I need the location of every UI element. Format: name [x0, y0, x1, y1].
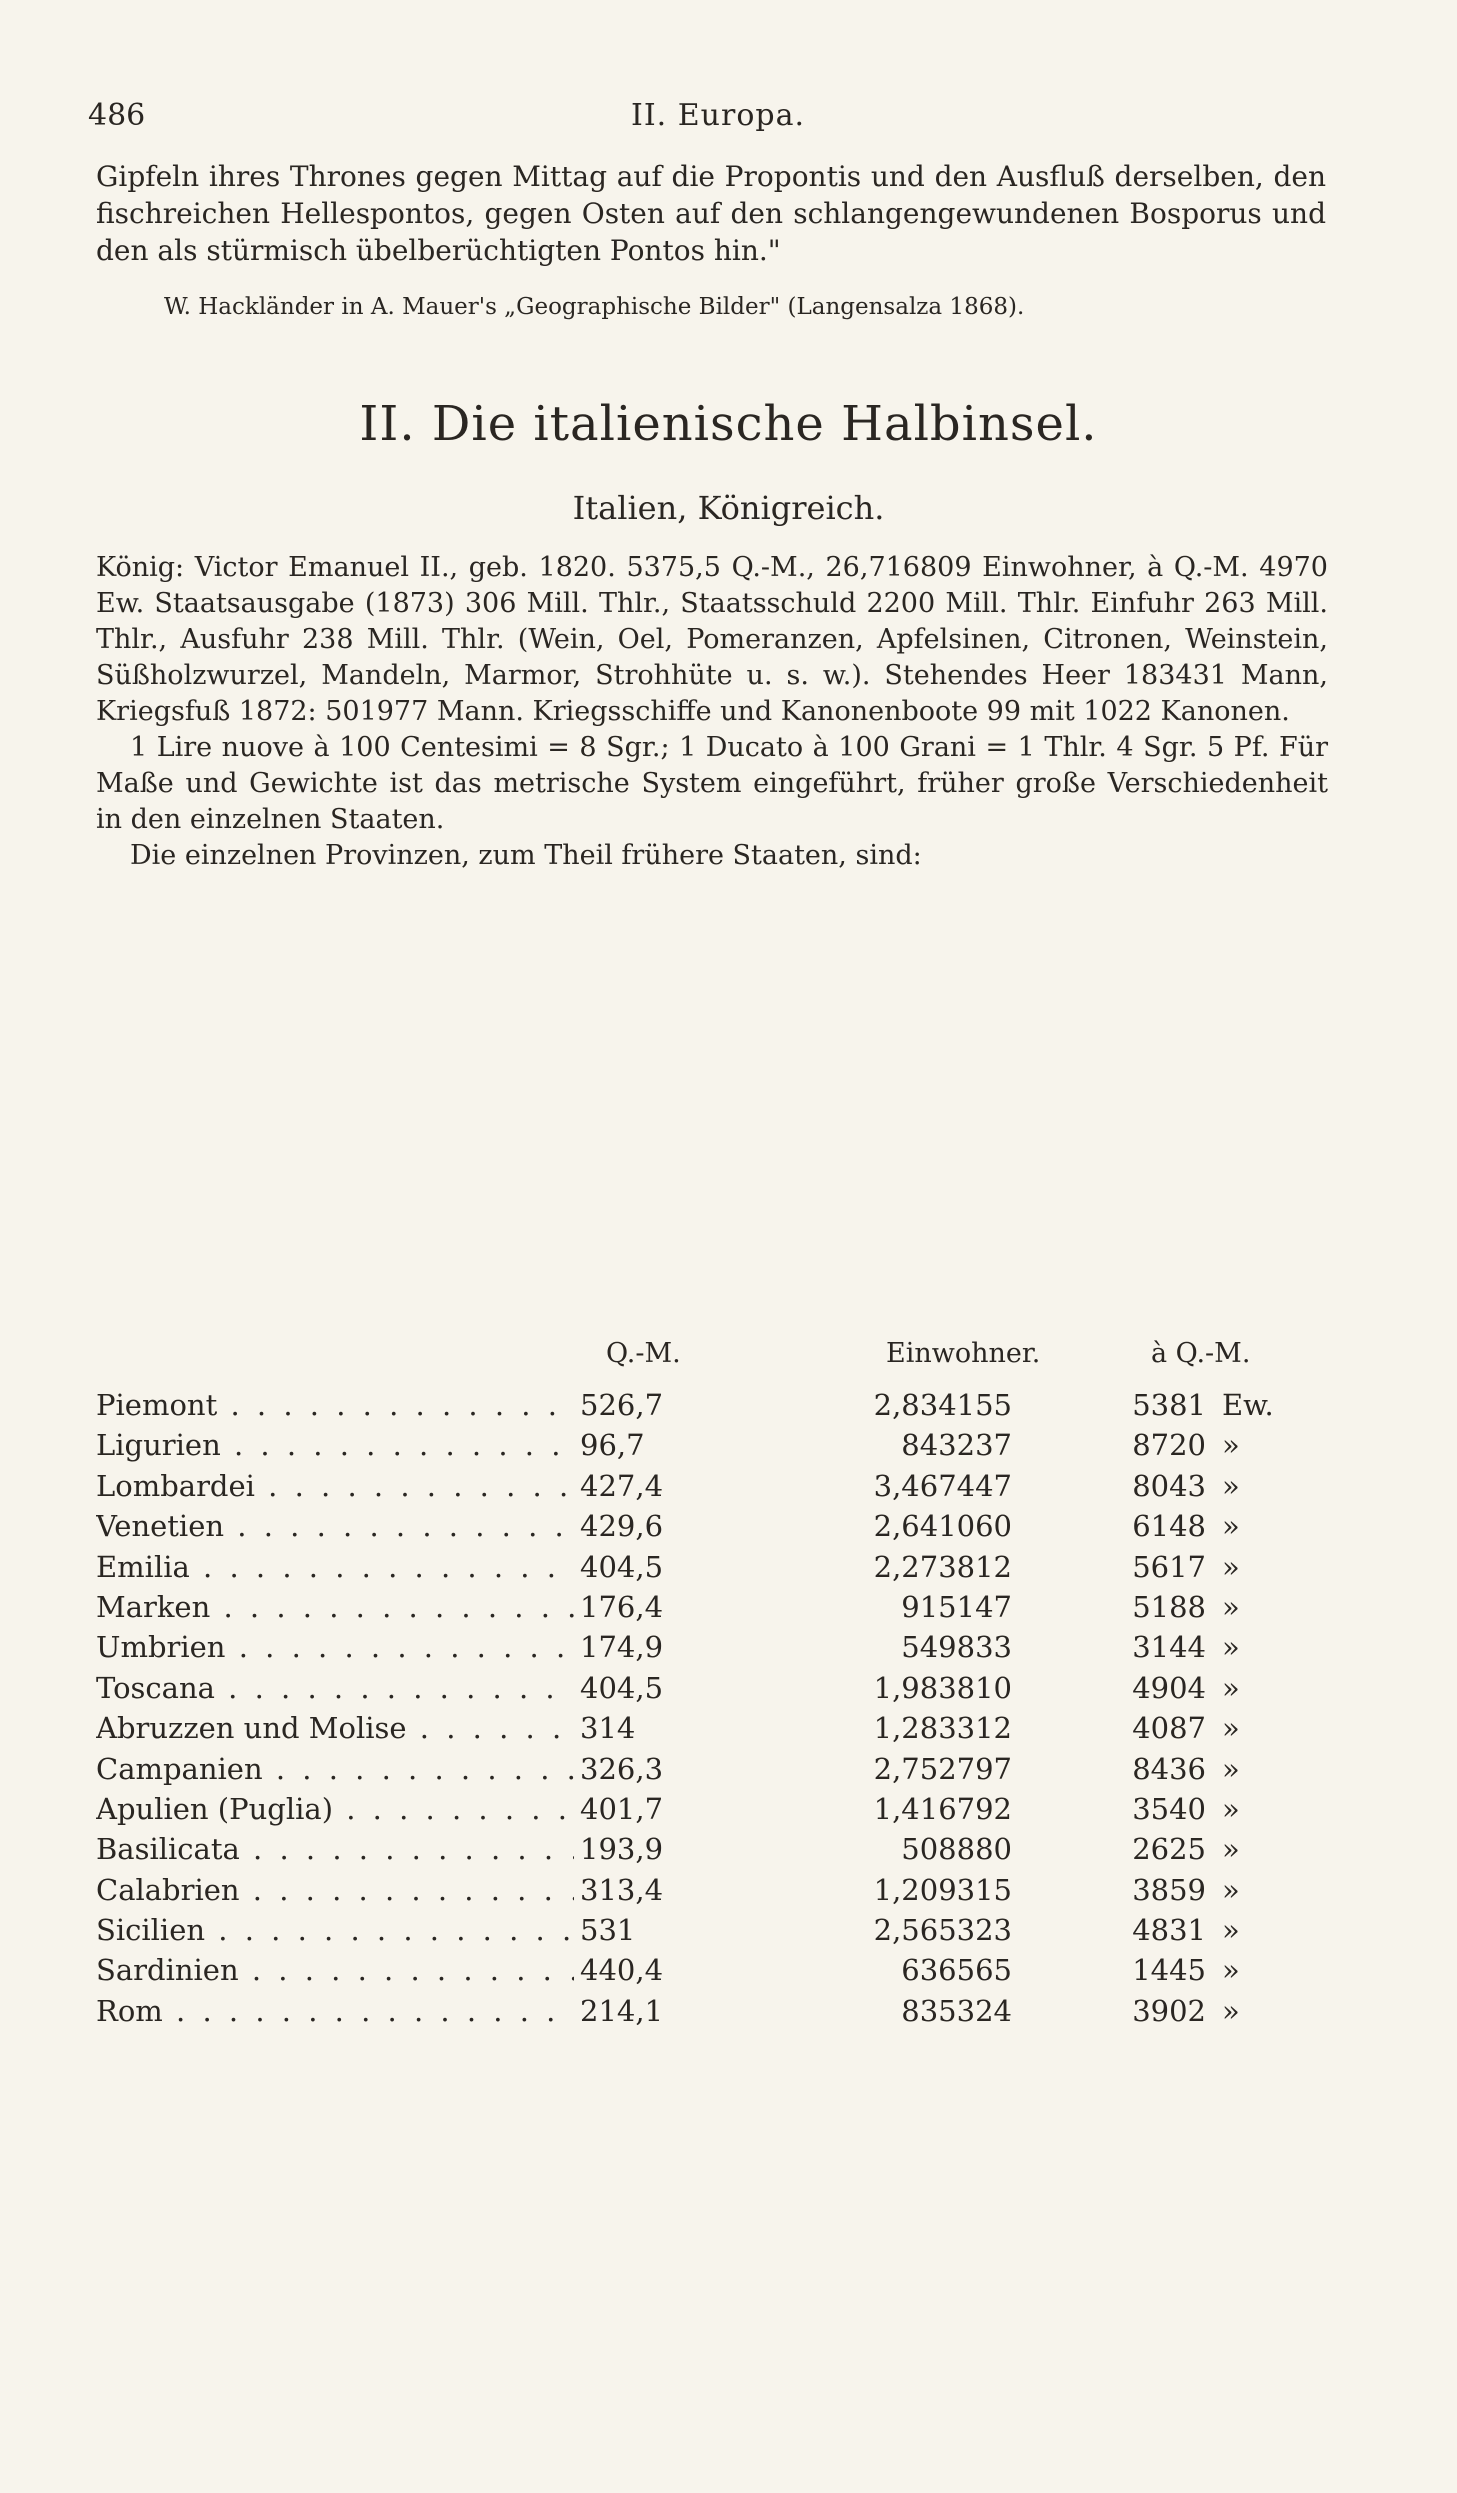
province-name: Umbrien . . . — [96, 1630, 576, 1664]
density-unit: » — [1222, 1549, 1240, 1584]
density-unit: » — [1222, 1509, 1240, 1544]
province-density: 8043 — [1132, 1468, 1206, 1503]
province-name: Ligurien . . . — [96, 1428, 576, 1462]
province-area: 427,4 — [574, 1469, 704, 1503]
density-unit: » — [1222, 1913, 1240, 1948]
province-density: 3902 — [1132, 1993, 1206, 2028]
density-unit: Ew. — [1222, 1388, 1274, 1422]
province-area: 314 — [574, 1711, 704, 1745]
province-population: 508880 — [901, 1832, 1012, 1867]
province-area: 531 — [574, 1913, 704, 1947]
paragraph-overview: König: Victor Emanuel II., geb. 1820. 5375,5 Q.-M., 26,716809 Einwohner, à Q.-M. 4970 Ew. Staatsausgabe (1873) 306 Mill. Thlr., Staatsschuld 2200 Mill. Thlr. Einfuhr 263 Mill. Thlr., Ausfuhr 238 Mill. Thlr. (Wein, Oel, Pomeranzen, Apfelsinen, Citronen, Weinstein, Süßholzwurzel, Mandeln, Marmor, Strohhüte u. s. w.). Stehendes Heer 183431 Mann, Kriegsfuß 1872: 501977 Mann. Kriegsschiffe und Kanonenboote 99 mit 1022 Kanonen. — [96, 552, 1328, 727]
paragraph-provinces-intro: Die einzelnen Provinzen, zum Theil frühere Staaten, sind: — [130, 840, 922, 871]
table-row — [96, 1671, 1336, 1711]
density-unit: » — [1222, 1993, 1240, 2028]
running-title: II. Europa. — [630, 98, 806, 133]
header-area: Q.-M. — [606, 1338, 681, 1369]
province-density: 4904 — [1132, 1670, 1206, 1705]
table-row — [96, 1752, 1336, 1792]
province-population: 1,416792 — [873, 1791, 1012, 1826]
province-area: 526,7 — [574, 1388, 704, 1422]
province-density: 2625 — [1132, 1832, 1206, 1867]
density-unit: » — [1222, 1468, 1240, 1503]
country-heading: Italien, Königreich. — [572, 489, 885, 527]
province-name: Calabrien . . . — [96, 1873, 576, 1907]
province-name: Sardinien . . . — [96, 1953, 576, 1987]
province-density: 4087 — [1132, 1711, 1206, 1746]
province-name: Apulien (Puglia) . . . — [96, 1792, 576, 1826]
province-area: 174,9 — [574, 1630, 704, 1664]
province-population: 1,283312 — [873, 1711, 1012, 1746]
province-density: 3859 — [1132, 1872, 1206, 1907]
province-density: 3540 — [1132, 1791, 1206, 1826]
density-unit: » — [1222, 1953, 1240, 1988]
table-row — [96, 1509, 1336, 1549]
province-density: 5381 — [1132, 1388, 1206, 1422]
province-population: 2,273812 — [873, 1549, 1012, 1584]
province-population: 2,752797 — [873, 1751, 1012, 1786]
province-name: Campanien . . . — [96, 1752, 576, 1786]
quote-paragraph: Gipfeln ihres Thrones gegen Mittag auf die Propontis und den Ausfluß derselben, den fischreichen Hellespontos, gegen Osten auf den schlangengewundenen Bosporus und den als stürmisch übelberüchtigten Pontos hin." — [96, 160, 1326, 267]
body-text — [96, 550, 1328, 874]
province-population: 636565 — [901, 1953, 1012, 1988]
province-density: 6148 — [1132, 1509, 1206, 1544]
table-row — [96, 1994, 1336, 2034]
density-unit: » — [1222, 1791, 1240, 1826]
table-row — [96, 1630, 1336, 1670]
province-population: 549833 — [901, 1630, 1012, 1665]
density-unit: » — [1222, 1751, 1240, 1786]
header-population: Einwohner. — [886, 1338, 1041, 1369]
table-row — [96, 1913, 1336, 1953]
table-row — [96, 1873, 1336, 1913]
province-name: Piemont . . . — [96, 1388, 576, 1422]
province-density: 1445 — [1132, 1953, 1206, 1988]
province-population: 843237 — [901, 1428, 1012, 1463]
province-name: Toscana . . . — [96, 1671, 576, 1705]
province-population: 1,209315 — [873, 1872, 1012, 1907]
province-area: 404,5 — [574, 1550, 704, 1584]
table-row — [96, 1469, 1336, 1509]
table-row — [96, 1428, 1336, 1468]
province-population: 915147 — [901, 1589, 1012, 1624]
province-area: 96,7 — [574, 1428, 704, 1462]
province-name: Rom . . . — [96, 1994, 576, 2028]
province-population: 2,834155 — [873, 1388, 1012, 1422]
province-density: 5617 — [1132, 1549, 1206, 1584]
province-area: 429,6 — [574, 1509, 704, 1543]
density-unit: » — [1222, 1670, 1240, 1705]
province-density: 8436 — [1132, 1751, 1206, 1786]
density-unit: » — [1222, 1428, 1240, 1463]
province-area: 214,1 — [574, 1994, 704, 2028]
table-row — [96, 1832, 1336, 1872]
province-area: 404,5 — [574, 1671, 704, 1705]
page-number: 486 — [88, 98, 146, 133]
province-area: 326,3 — [574, 1752, 704, 1786]
province-area: 176,4 — [574, 1590, 704, 1624]
header-density: à Q.-M. — [1151, 1338, 1251, 1369]
provinces-table — [96, 1338, 1336, 2034]
province-population: 2,565323 — [873, 1913, 1012, 1948]
province-area: 313,4 — [574, 1873, 704, 1907]
province-name: Lombardei . . . — [96, 1469, 576, 1503]
paragraph-currency: 1 Lire nuove à 100 Centesimi = 8 Sgr.; 1 Ducato à 100 Grani = 1 Thlr. 4 Sgr. 5 Pf. Für Maße und Gewichte ist das metrische System eingeführt, früher große Verschiedenheit in den einzelnen Staaten. — [96, 732, 1328, 835]
density-unit: » — [1222, 1832, 1240, 1867]
province-density: 8720 — [1132, 1428, 1206, 1463]
page-header — [88, 98, 1348, 138]
province-density: 5188 — [1132, 1589, 1206, 1624]
table-row — [96, 1388, 1336, 1428]
table-row — [96, 1590, 1336, 1630]
province-density: 4831 — [1132, 1913, 1206, 1948]
province-population: 835324 — [901, 1993, 1012, 2028]
province-name: Emilia . . . — [96, 1550, 576, 1584]
province-area: 440,4 — [574, 1953, 704, 1987]
density-unit: » — [1222, 1872, 1240, 1907]
province-name: Venetien . . . — [96, 1509, 576, 1543]
section-title: II. Die italienische Halbinsel. — [359, 396, 1098, 452]
table-header — [96, 1338, 1336, 1388]
province-name: Sicilien . . . — [96, 1913, 576, 1947]
table-row — [96, 1550, 1336, 1590]
province-population: 3,467447 — [873, 1468, 1012, 1503]
province-area: 401,7 — [574, 1792, 704, 1826]
province-area: 193,9 — [574, 1832, 704, 1866]
province-population: 1,983810 — [873, 1670, 1012, 1705]
table-body — [96, 1388, 1336, 2034]
density-unit: » — [1222, 1711, 1240, 1746]
density-unit: » — [1222, 1630, 1240, 1665]
quote-source: W. Hackländer in A. Mauer's „Geographische Bilder" (Langensalza 1868). — [164, 294, 1025, 320]
province-name: Basilicata . . . — [96, 1832, 576, 1866]
table-row — [96, 1711, 1336, 1751]
province-name: Marken . . . — [96, 1590, 576, 1624]
province-name: Abruzzen und Molise . . . — [96, 1711, 576, 1745]
table-row — [96, 1953, 1336, 1993]
density-unit: » — [1222, 1589, 1240, 1624]
province-population: 2,641060 — [873, 1509, 1012, 1544]
table-row — [96, 1792, 1336, 1832]
province-density: 3144 — [1132, 1630, 1206, 1665]
